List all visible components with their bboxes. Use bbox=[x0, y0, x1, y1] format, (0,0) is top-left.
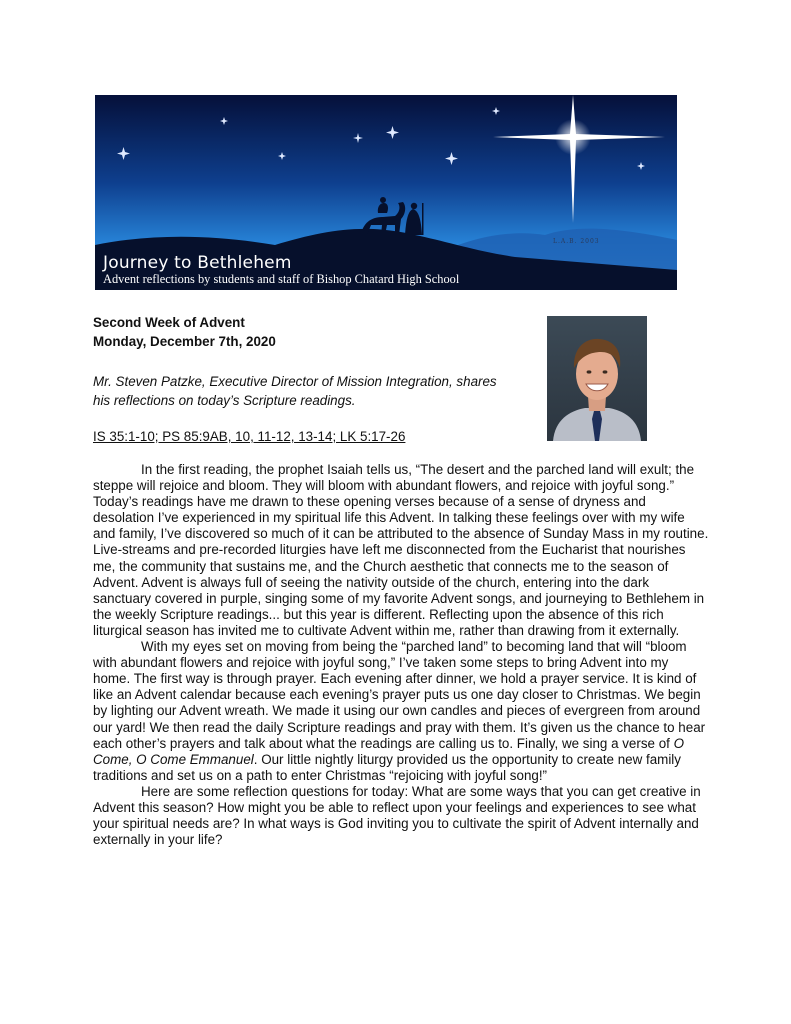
artist-signature: L.A.B. 2003 bbox=[553, 238, 600, 245]
date-heading: Monday, December 7th, 2020 bbox=[93, 334, 276, 349]
hymn-title: O Come, O Come Emmanuel bbox=[93, 735, 685, 767]
banner-subtitle: Advent reflections by students and staff of Bishop Chatard High School bbox=[103, 272, 460, 286]
paragraph-1: In the first reading, the prophet Isaiah tells us, “The desert and the parched land will exult; the steppe will rejoice and bloom. They will bloom with abundant flowers, and rejoice with joyful song.” Today’s readings have me drawn to these opening verses because of a sense of dryness and desolation I’ve experienced in my spiritual life this Advent. In talking these feelings over with my wife and family, I’ve discovered so much of it can be attributed to the absence of Sunday Mass in my routine. Live-streams and pre-recorded liturgies have left me disconnected from the Eucharist that nourishes me, the community that sustains me, and the Church aesthetic that connects me to the season of Advent. Advent is always full of seeing the nativity outside of the church, entering into the dark sanctuary covered in purple, singing some of my favorite Advent songs, and journeying to Bethlehem in the weekly Scripture readings... but this year is different. Reflecting upon the absence of this rich liturgical season has invited me to cultivate Advent within me, rather than drawing from it externally. bbox=[93, 462, 709, 638]
reflection-body bbox=[93, 462, 709, 848]
author-photo bbox=[547, 316, 647, 441]
paragraph-2-part-1: With my eyes set on moving from being the “parched land” to becoming land that will “bloom with abundant flowers and rejoice with joyful song,” I’ve taken some steps to bring Advent into my home. The first way is through prayer. Each evening after dinner, we hold a prayer service. It is kind of like an Advent calendar because each evening’s prayer puts us one day closer to Christmas. We begin by lighting our Advent wreath. We made it using our own candles and pieces of evergreen from around our yard! We then read the daily Scripture readings and pray with them. It’s given us the chance to hear each other’s prayers and talk about what the readings are calling us to. Finally, we sing a verse of bbox=[93, 639, 706, 751]
paragraph-2-part-2: . Our little nightly liturgy provided us the opportunity to create new family traditions and set us on a path to enter Christmas “rejoicing with joyful song!” bbox=[93, 751, 681, 783]
author-portrait-icon bbox=[547, 316, 647, 441]
paragraph-2 bbox=[93, 639, 709, 784]
author-line: Mr. Steven Patzke, Executive Director of Mission Integration, shares his reflections on today’s Scripture readings. bbox=[93, 374, 497, 408]
paragraph-3: Here are some reflection questions for today: What are some ways that you can get creative in Advent this season? How might you be able to reflect upon your feelings and experiences to see what your spiritual needs are? In what ways is God inviting you to cultivate the spirit of Advent internally and externally in your life? bbox=[93, 783, 701, 848]
header-banner bbox=[95, 95, 677, 290]
scripture-references: IS 35:1-10; PS 85:9AB, 10, 11-12, 13-14; LK 5:17-26 bbox=[93, 429, 406, 444]
banner-title: Journey to Bethlehem bbox=[103, 253, 292, 273]
week-heading: Second Week of Advent bbox=[93, 315, 245, 330]
